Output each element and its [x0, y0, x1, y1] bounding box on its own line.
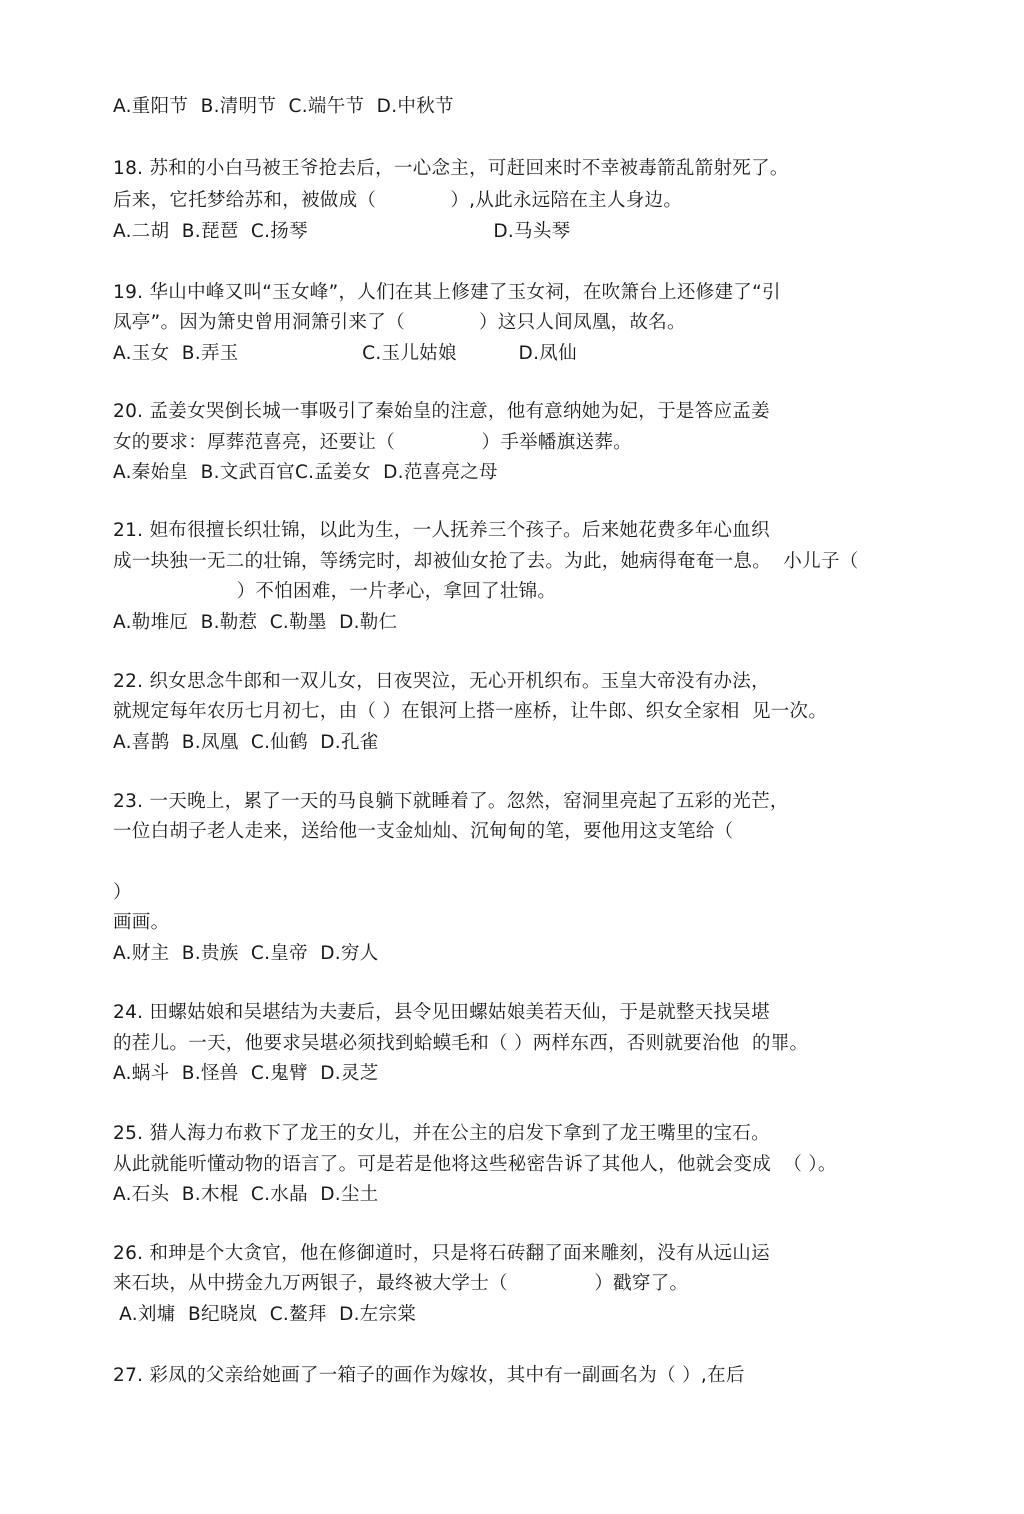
q26-options: A.刘墉 B纪晓岚 C.鳌拜 D.左宗棠	[113, 1304, 417, 1325]
q22-options: A.喜鹊 B.凤凰 C.仙鹤 D.孔雀	[113, 732, 379, 753]
q25-text-line-1: 25. 猎人海力布救下了龙王的女儿，并在公主的启发下拿到了龙王嘴里的宝石。	[113, 1123, 770, 1144]
q26-text-line-2: 来石块，从中捞金九万两银子，最终被大学士（ ）戳穿了。	[113, 1273, 689, 1294]
q20-text-line-1: 20. 孟姜女哭倒长城一事吸引了秦始皇的注意，他有意纳她为妃，于是答应孟姜	[113, 401, 770, 422]
q27-text-line-1: 27. 彩凤的父亲给她画了一箱子的画作为嫁妆，其中有一副画名为（ ）,在后	[113, 1365, 745, 1386]
q23-options: A.财主 B.贵族 C.皇帝 D.穷人	[113, 943, 379, 964]
q23-text-line-2: 一位白胡子老人走来，送给他一支金灿灿、沉甸甸的笔，要他用这支笔给（	[113, 821, 734, 842]
q19-text-line-1: 19. 华山中峰又叫“玉女峰”，人们在其上修建了玉女祠，在吹箫台上还修建了“引	[113, 282, 781, 303]
q19-text-line-2: 凤亭”。因为箫史曾用洞箫引来了（ ）这只人间凤凰，故名。	[113, 312, 686, 333]
q21-text-line-1: 21. 妲布很擅长织壮锦，以此为生，一人抚养三个孩子。后来她花费多年心血织	[113, 520, 770, 541]
q25-text-line-2: 从此就能听懂动物的语言了。可是若是他将这些秘密告诉了其他人，他就会变成 （ ）。	[113, 1154, 837, 1175]
q23-text-line-4: 画画。	[113, 912, 170, 933]
q22-text-line-2: 就规定每年农历七月初七，由（ ）在银河上搭一座桥，让牛郎、织女全家相 见一次。	[113, 701, 828, 722]
q22-text-line-1: 22. 织女思念牛郎和一双儿女，日夜哭泣，无心开机织布。玉皇大帝没有办法，	[113, 671, 770, 692]
q25-options: A.石头 B.木棍 C.水晶 D.尘土	[113, 1184, 379, 1205]
q19-options: A.玉女 B.弄玉 C.玉儿姑娘 D.凤仙	[113, 343, 577, 364]
q21-text-line-2: 成一块独一无二的壮锦，等绣完时，却被仙女抢了去。为此，她病得奄奄一息。 小儿子（	[113, 551, 859, 572]
q21-text-line-3: ）不怕困难，一片孝心，拿回了壮锦。	[113, 581, 557, 602]
q18-text-line-2: 后来，它托梦给苏和，被做成（ ）,从此永远陪在主人身边。	[113, 190, 683, 211]
q20-options: A.秦始皇 B.文武百官C.孟姜女 D.范喜亮之母	[113, 462, 498, 483]
q26-text-line-1: 26. 和珅是个大贪官，他在修御道时，只是将石砖翻了面来雕刻，没有从远山运	[113, 1243, 770, 1264]
q24-text-line-1: 24. 田螺姑娘和吴堪结为夫妻后，县令见田螺姑娘美若天仙，于是就整天找吴堪	[113, 1002, 770, 1023]
q23-text-line-1: 23. 一天晚上，累了一天的马良躺下就睡着了。忽然，窑洞里亮起了五彩的光芒，	[113, 791, 789, 812]
q18-options: A.二胡 B.琵琶 C.扬琴 D.马头琴	[113, 221, 571, 242]
q18-text-line-1: 18. 苏和的小白马被王爷抢去后，一心念主，可赶回来时不幸被毒箭乱箭射死了。	[113, 158, 789, 179]
q17-options: A.重阳节 B.清明节 C.端午节 D.中秋节	[113, 96, 454, 117]
q24-text-line-2: 的茬儿。一天，他要求吴堪必须找到蛤蟆毛和（ ）两样东西，否则就要治他 的罪。	[113, 1033, 809, 1054]
q20-text-line-2: 女的要求：厚葬范喜亮，还要让（ ）手举幡旗送葬。	[113, 432, 632, 453]
q21-options: A.勒堆厄 B.勒惹 C.勒墨 D.勒仁	[113, 612, 398, 633]
q23-text-line-3: ）	[113, 882, 132, 903]
q24-options: A.蜗斗 B.怪兽 C.鬼臂 D.灵芝	[113, 1063, 379, 1084]
